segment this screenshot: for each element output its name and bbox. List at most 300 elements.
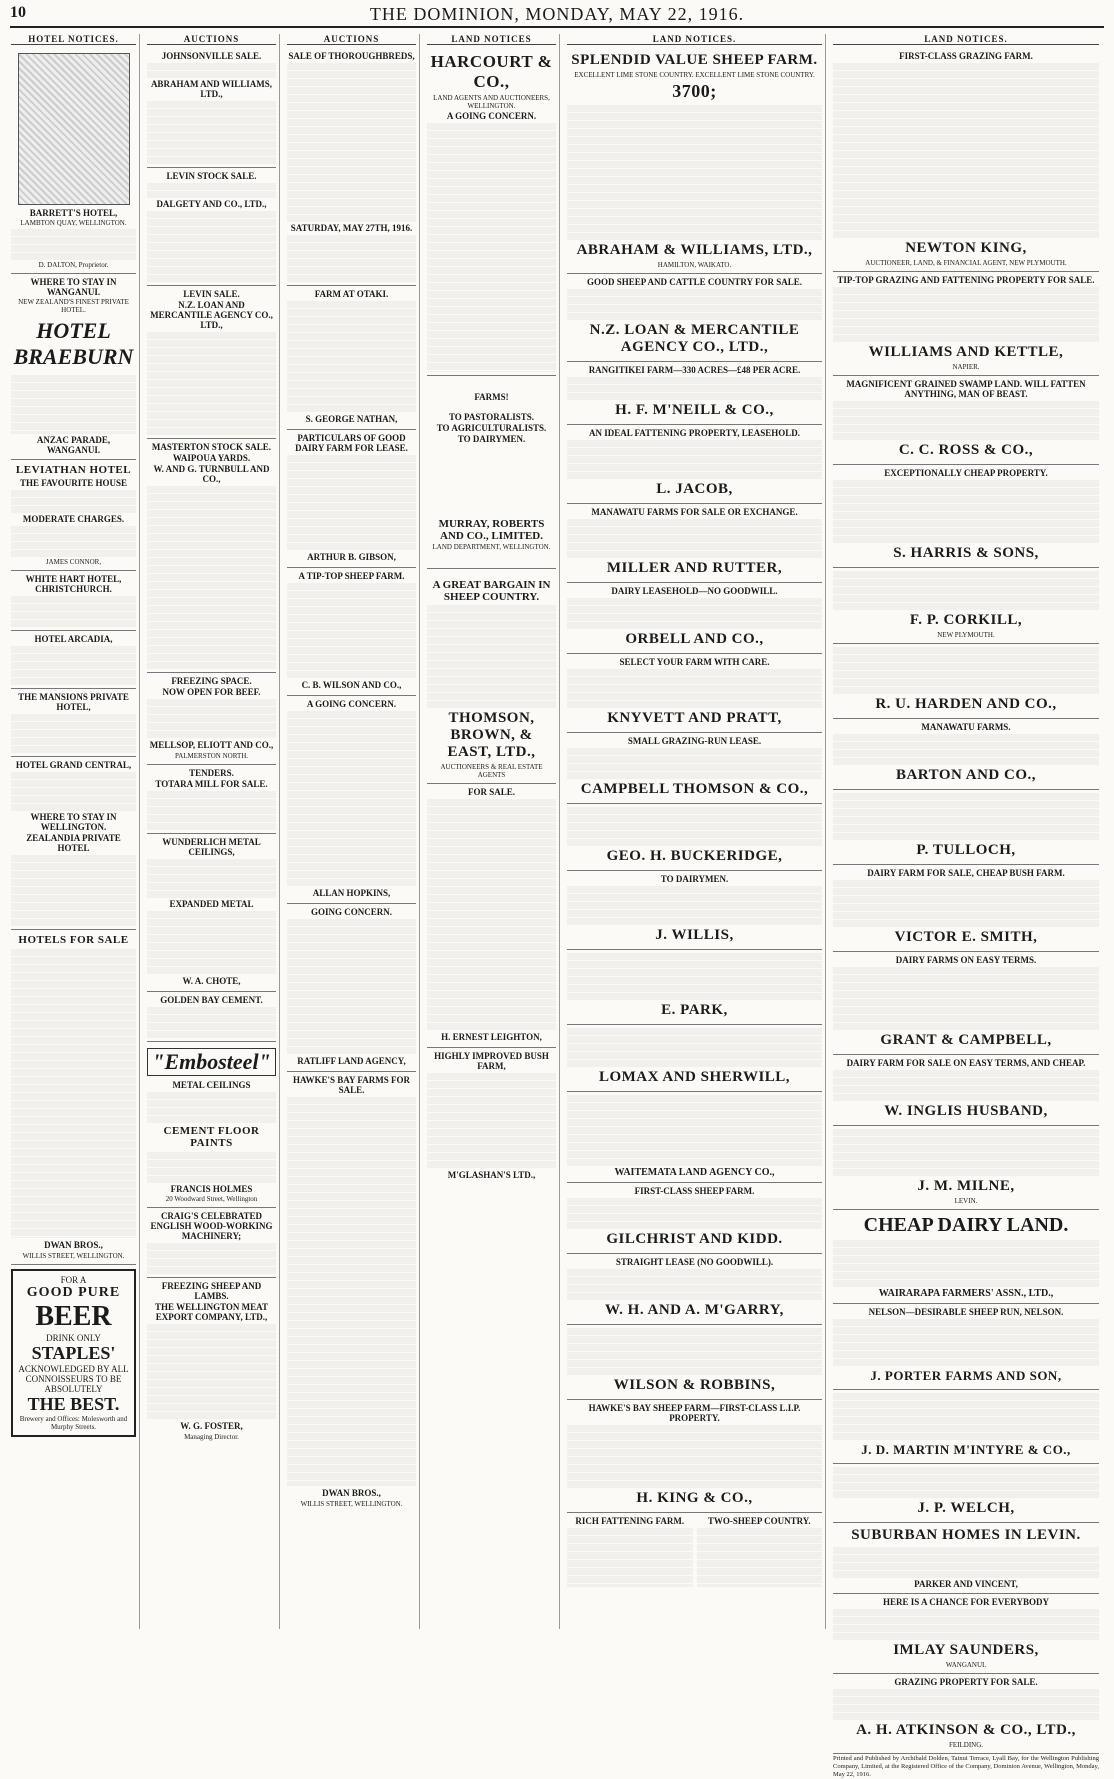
- ad-body: [833, 1608, 1099, 1640]
- ad-agent: NEWTON KING,: [905, 240, 1027, 256]
- ad-body: [11, 374, 136, 434]
- ad-body: [833, 1239, 1099, 1287]
- column-auctions-2: [284, 34, 420, 1629]
- ad-first-class-sheep: [567, 1183, 822, 1254]
- ad-agent: GILCHRIST AND KIDD.: [606, 1231, 783, 1247]
- ad-subtitle: NEW ZEALAND'S FINEST PRIVATE HOTEL.: [18, 298, 129, 314]
- ad-grand-central: [11, 757, 136, 930]
- ad-title: RANGITIKEI FARM—330 ACRES—£48 PER ACRE.: [588, 365, 801, 375]
- ad-going-concern: [287, 696, 416, 904]
- ad-agent: W. AND G. TURNBULL AND CO.,: [153, 464, 270, 484]
- masthead: [10, 4, 1104, 28]
- column-auctions: [144, 34, 280, 1629]
- ad-subtitle: WAIPOUA YARDS.: [172, 453, 251, 463]
- ad-agent: GRANT & CAMPBELL,: [880, 1032, 1052, 1048]
- ad-title: DAIRY FARM FOR SALE, CHEAP BUSH FARM.: [867, 868, 1065, 878]
- ad-body: [147, 1091, 276, 1123]
- ad-agent: J. D. MARTIN M'INTYRE & CO.,: [861, 1442, 1071, 1457]
- ad-lomax: [567, 1025, 822, 1092]
- ad-mcintyre: [833, 1390, 1099, 1464]
- ad-agent: CAMPBELL THOMSON & CO.,: [580, 781, 809, 797]
- ad-body: [567, 376, 822, 400]
- ad-body: [11, 595, 136, 627]
- ad-signature: MELLSOP, ELIOTT AND CO.,: [149, 740, 274, 750]
- ad-body: [833, 1128, 1099, 1176]
- ad-agent: KNYVETT AND PRATT,: [607, 710, 782, 726]
- ad-levin-sale: [147, 286, 276, 439]
- ad-body: [833, 286, 1099, 342]
- ad-ideal-fattening: [567, 425, 822, 504]
- ad-body: [147, 1323, 276, 1419]
- ad-heading: FARMS!: [474, 392, 509, 402]
- ad-subtitle: LAMBTON QUAY, WELLINGTON.: [20, 219, 127, 227]
- ad-logo: "Embosteel": [147, 1048, 276, 1076]
- ad-agent: C. C. ROSS & CO.,: [898, 442, 1034, 458]
- ad-body: [287, 1096, 416, 1486]
- ad-chance: [833, 1594, 1099, 1674]
- ad-agent: DALGETY AND CO., LTD.,: [156, 199, 267, 209]
- ad-body: [11, 854, 136, 926]
- ad-title: WHITE HART HOTEL, CHRISTCHURCH.: [25, 574, 122, 594]
- ad-signature: DWAN BROS.,: [322, 1488, 381, 1498]
- column-land-notices-2: [564, 34, 826, 1629]
- ad-title: A TIP-TOP SHEEP FARM.: [298, 571, 405, 581]
- ad-splendid-sheep: [567, 48, 822, 274]
- ad-title: THE MANSIONS PRIVATE HOTEL,: [18, 692, 129, 712]
- column-heading: LAND NOTICES: [427, 34, 556, 45]
- ad-waitemata: [567, 1092, 822, 1183]
- ad-title: AN IDEAL FATTENING PROPERTY, LEASEHOLD.: [588, 428, 801, 438]
- ad-body: [567, 1527, 693, 1587]
- ad-address: WILLIS STREET, WELLINGTON.: [300, 1500, 403, 1508]
- ad-title: BARRETT'S HOTEL,: [29, 208, 118, 218]
- ad-title: SPLENDID VALUE SHEEP FARM.: [571, 52, 818, 68]
- ad-dairy-cheap: [833, 1055, 1099, 1126]
- column-heading: HOTEL NOTICES.: [11, 34, 136, 45]
- ad-body: [427, 798, 556, 1030]
- ad-body: [147, 698, 276, 738]
- ad-manawatu: [567, 504, 822, 583]
- ad-title: ZEALANDIA PRIVATE HOTEL: [26, 833, 121, 853]
- ad-subtitle: THE FAVOURITE HOUSE: [19, 478, 127, 488]
- ad-agent: MILLER AND RUTTER,: [606, 560, 783, 576]
- ad-dairy-easy: [833, 952, 1099, 1055]
- ad-title: SMALL GRAZING-RUN LEASE.: [627, 736, 762, 746]
- ad-signature: FRANCIS HOLMES: [170, 1184, 253, 1194]
- ad-title: LEVIN SALE.: [183, 289, 240, 299]
- ad-subtitle: AUCTIONEER, LAND, & FINANCIAL AGENT, NEW PLYMOUTH.: [865, 259, 1067, 267]
- ad-body: [567, 104, 822, 240]
- ad-title: SUBURBAN HOMES IN LEVIN.: [851, 1527, 1081, 1543]
- ad-small-grazing: [567, 733, 822, 804]
- ad-heading: TO DAIRYMEN.: [457, 434, 526, 444]
- column-hotel-notices: [8, 34, 140, 1629]
- ad-title: JOHNSONVILLE SALE.: [161, 51, 262, 61]
- ad-title: SALE OF THOROUGHBREDS,: [288, 51, 415, 61]
- ad-address: 20 Woodward Street, Wellington: [165, 1195, 258, 1203]
- ad-title: TIP-TOP GRAZING AND FATTENING PROPERTY FOR SALE.: [837, 275, 1095, 285]
- column-heading: AUCTIONS: [287, 34, 416, 45]
- ad-body: [427, 122, 556, 372]
- ad-body: [567, 518, 822, 558]
- ad-address: LEVIN.: [954, 1197, 978, 1205]
- ad-footer: ANZAC PARADE, WANGANUI.: [36, 435, 111, 455]
- ad-agent: J. P. WELCH,: [917, 1500, 1015, 1516]
- ad-agent: H. KING & CO.,: [636, 1490, 753, 1506]
- ad-body: [427, 445, 556, 517]
- ad-body: [287, 918, 416, 1054]
- ad-signature: ARTHUR B. GIBSON,: [307, 552, 396, 562]
- ad-thoroughbreds: [287, 48, 416, 286]
- ad-agent: L. JACOB,: [656, 481, 733, 497]
- ad-title: HERE IS A CHANCE FOR EVERYBODY: [883, 1597, 1049, 1607]
- ad-agent: W. INGLIS HUSBAND,: [884, 1103, 1048, 1119]
- beer-line2: GOOD PURE: [26, 1285, 121, 1300]
- column-heading: AUCTIONS: [147, 34, 276, 45]
- ad-agent: W. H. AND A. M'GARRY,: [605, 1302, 784, 1318]
- ad-title: WHERE TO STAY IN WANGANUI.: [30, 277, 117, 297]
- ad-body: [567, 806, 822, 846]
- beer-line3: BEER: [35, 1301, 112, 1332]
- ad-exceptional: [833, 465, 1099, 568]
- ad-signature: JAMES CONNOR,: [45, 558, 102, 566]
- ad-agent: GEO. H. BUCKERIDGE,: [606, 848, 783, 864]
- ad-select-farm: [567, 654, 822, 733]
- ad-subtitle: NOW OPEN FOR BEEF.: [162, 687, 261, 697]
- ad-body: [11, 948, 136, 1238]
- ad-body: [11, 525, 136, 557]
- ad-agent: N.Z. LOAN & MERCANTILE AGENCY CO., LTD.,: [589, 322, 800, 355]
- ad-wunderlich: [147, 834, 276, 992]
- ad-body: [833, 792, 1099, 840]
- ad-body: [567, 1027, 822, 1067]
- ad-agent: R. U. HARDEN AND CO.,: [875, 696, 1057, 712]
- ad-title: CHEAP DAIRY LAND.: [863, 1214, 1069, 1236]
- ad-agent: WAITEMATA LAND AGENCY CO.,: [614, 1167, 775, 1178]
- ad-white-hart: [11, 571, 136, 631]
- ad-signature: DWAN BROS.,: [44, 1240, 103, 1250]
- ad-buckeridge: [567, 804, 822, 871]
- ad-leighton: [427, 784, 556, 1048]
- beer-line7: THE BEST.: [27, 1394, 120, 1414]
- ad-body: [833, 1392, 1099, 1440]
- ad-agent: MURRAY, ROBERTS AND CO., LIMITED.: [438, 518, 545, 542]
- ad-title: DAIRY FARMS ON EASY TERMS.: [895, 955, 1037, 965]
- ad-body: [287, 234, 416, 282]
- ad-signature: W. G. FOSTER,: [180, 1421, 243, 1431]
- ad-body: [833, 879, 1099, 927]
- ad-address: LAND DEPARTMENT, WELLINGTON.: [432, 543, 551, 551]
- ad-body: [567, 439, 822, 479]
- ad-body: [833, 646, 1099, 694]
- ad-straight-lease: [567, 1254, 822, 1325]
- ad-title: RICH FATTENING FARM.: [575, 1516, 685, 1526]
- ad-body: [147, 1006, 276, 1038]
- ad-logo: HOTEL BRAEBURN: [13, 318, 134, 369]
- ad-agent: ORBELL AND CO.,: [625, 631, 764, 647]
- ad-agent: THE WELLINGTON MEAT EXPORT COMPANY, LTD.,: [154, 1302, 269, 1322]
- ad-title: PARTICULARS OF GOOD DAIRY FARM FOR LEASE.: [295, 433, 408, 453]
- ad-body: [833, 1318, 1099, 1366]
- ad-body: [11, 771, 136, 811]
- ad-subtitle: AUCTIONEERS & REAL ESTATE AGENTS: [440, 763, 543, 779]
- ad-address: HAMILTON, WAIKATO.: [657, 261, 732, 269]
- ad-braeburn: [11, 274, 136, 460]
- ad-address: WANGANUI.: [945, 1661, 987, 1669]
- ad-wilson-robbins: [567, 1325, 822, 1400]
- ad-arcadia: [11, 631, 136, 689]
- ad-agent: IMLAY SAUNDERS,: [893, 1642, 1039, 1658]
- ad-milne: [833, 1126, 1099, 1210]
- ad-title: MANAWATU FARMS.: [921, 722, 1011, 732]
- ad-embosteel: [147, 1042, 276, 1208]
- ad-hawkes-bay-farms: [287, 1072, 416, 1512]
- ad-farm-otaki: [287, 286, 416, 430]
- ad-title: DAIRY FARM FOR SALE ON EASY TERMS, AND CHEAP.: [846, 1058, 1086, 1068]
- ad-title: TO DAIRYMEN.: [660, 874, 729, 884]
- ad-agent: PARKER AND VINCENT,: [914, 1579, 1018, 1589]
- ad-grazing-property: [833, 1674, 1099, 1754]
- ad-dairy-leasehold: [567, 583, 822, 654]
- ad-body: [567, 1268, 822, 1300]
- ad-agent: F. P. CORKILL,: [909, 612, 1023, 628]
- ad-agent: N.Z. LOAN AND MERCANTILE AGENCY CO., LTD.,: [150, 300, 273, 330]
- beer-line5: STAPLES': [31, 1343, 116, 1363]
- ad-body: [11, 645, 136, 685]
- ad-body: [833, 1688, 1099, 1720]
- beer-line1: FOR A: [60, 1275, 87, 1285]
- ad-title: MASTERTON STOCK SALE.: [151, 442, 272, 452]
- ad-title: HOTEL GRAND CENTRAL,: [15, 760, 132, 770]
- ad-signature: ALLAN HOPKINS,: [312, 888, 391, 898]
- ad-agent: ABRAHAM AND WILLIAMS, LTD.,: [150, 79, 273, 99]
- ad-signature: RATLIFF LAND AGENCY,: [297, 1056, 406, 1066]
- ad-signature: S. GEORGE NATHAN,: [305, 414, 398, 424]
- ad-body: [11, 228, 136, 260]
- ad-body: [833, 733, 1099, 765]
- ad-good-sheep: [567, 274, 822, 362]
- ad-body: [567, 747, 822, 779]
- ad-body: [567, 885, 822, 925]
- ad-body: [147, 210, 276, 282]
- ad-body: [567, 668, 822, 708]
- ad-address: WILLIS STREET, WELLINGTON.: [22, 1252, 125, 1260]
- ad-agent: ABRAHAM & WILLIAMS, LTD.,: [576, 242, 813, 258]
- ad-leviathan: [11, 460, 136, 571]
- ad-body: [11, 713, 136, 753]
- ad-subtitle: MODERATE CHARGES.: [22, 514, 125, 524]
- ad-welch: [833, 1464, 1099, 1523]
- ad-to-dairymen: [567, 871, 822, 950]
- ad-barretts: [11, 48, 136, 274]
- beer-line4: DRINK ONLY: [46, 1333, 101, 1343]
- ad-title: EXCEPTIONALLY CHEAP PROPERTY.: [884, 468, 1048, 478]
- ad-agent: LOMAX AND SHERWILL,: [598, 1069, 791, 1085]
- ad-tulloch: [833, 790, 1099, 865]
- ad-body: [147, 182, 276, 198]
- ad-agent: P. TULLOCH,: [916, 842, 1016, 858]
- ad-body: [427, 604, 556, 708]
- ad-body: [833, 1466, 1099, 1498]
- ad-harcourt: [427, 48, 556, 376]
- ad-agent: J. WILLIS,: [655, 927, 734, 943]
- ad-title: CRAIG'S CELEBRATED ENGLISH WOOD-WORKING MACHINERY;: [150, 1211, 273, 1241]
- ad-subtitle: METAL CEILINGS: [172, 1080, 251, 1090]
- hotel-illustration: [18, 53, 130, 205]
- ad-agent: A. H. ATKINSON & CO., LTD.,: [856, 1722, 1076, 1738]
- ad-body: [147, 100, 276, 164]
- ad-agent: BARTON AND CO.,: [895, 767, 1037, 783]
- ad-nelson: [833, 1304, 1099, 1390]
- ad-rich-left: [567, 1515, 693, 1587]
- ad-title: SELECT YOUR FARM WITH CARE.: [619, 657, 770, 667]
- ad-title: GOOD SHEEP AND CATTLE COUNTRY FOR SALE.: [587, 277, 802, 287]
- ad-body: [567, 1094, 822, 1166]
- ad-body: [287, 582, 416, 678]
- column-heading: LAND NOTICES.: [567, 34, 822, 45]
- ad-body: [697, 1527, 823, 1587]
- ad-title: HARCOURT & CO.,: [430, 52, 553, 91]
- ad-body: [147, 62, 276, 78]
- ad-tiptop-sheep: [287, 568, 416, 696]
- ad-title: GOING CONCERN.: [310, 907, 392, 917]
- ad-agent: WAIRARAPA FARMERS' ASSN., LTD.,: [878, 1288, 1054, 1299]
- ad-address: PALMERSTON NORTH.: [174, 752, 249, 760]
- ad-title: FIRST-CLASS SHEEP FARM.: [634, 1186, 755, 1196]
- ad-title: FARM AT OTAKI.: [314, 289, 389, 299]
- ad-johnsonville: [147, 48, 276, 168]
- ad-dairy-farm-sale: [833, 865, 1099, 952]
- ad-body: [833, 62, 1099, 238]
- ad-body: [833, 1069, 1099, 1101]
- ad-subtitle: EXCELLENT LIME STONE COUNTRY. EXCELLENT LIME STONE COUNTRY.: [574, 71, 815, 79]
- ad-title: HIGHLY IMPROVED BUSH FARM,: [434, 1051, 549, 1071]
- ad-body: [147, 1242, 276, 1274]
- ad-body: [147, 331, 276, 435]
- ad-body: [147, 910, 276, 974]
- ad-body: [567, 597, 822, 629]
- ad-body: [147, 1151, 276, 1183]
- ad-tenders: [147, 765, 276, 834]
- ad-body: [567, 1424, 822, 1488]
- ad-body: [567, 1327, 822, 1375]
- beer-line8: Brewery and Offices: Molesworth and Murphy Streets.: [19, 1415, 128, 1431]
- ad-subtitle: LAND AGENTS AND AUCTIONEERS, WELLINGTON.: [433, 94, 550, 110]
- ad-body: [147, 858, 276, 898]
- ad-body: [567, 288, 822, 320]
- ad-acreage: 3700;: [672, 81, 717, 101]
- ad-mansions: [11, 689, 136, 757]
- ad-agent: WILLIAMS AND KETTLE,: [868, 344, 1064, 360]
- ad-subtitle: WHERE TO STAY IN WELLINGTON.: [30, 812, 117, 832]
- ad-agent: H. F. M'NEILL & CO.,: [615, 402, 774, 418]
- ad-body: [287, 62, 416, 222]
- ad-title: FREEZING SPACE.: [171, 676, 252, 686]
- ad-title: STRAIGHT LEASE (NO GOODWILL).: [615, 1257, 774, 1267]
- ad-golden-bay: [147, 992, 276, 1042]
- ad-title: GRAZING PROPERTY FOR SALE.: [894, 1677, 1038, 1687]
- ad-title: DAIRY LEASEHOLD—NO GOODWILL.: [611, 586, 778, 596]
- ad-title: HAWKE'S BAY FARMS FOR SALE.: [293, 1075, 410, 1095]
- ad-title: TWO-SHEEP COUNTRY.: [707, 1516, 811, 1526]
- ad-address: FEILDING.: [948, 1741, 984, 1749]
- ad-mglashan: [427, 1048, 556, 1185]
- ad-corkill: [833, 568, 1099, 644]
- ad-address: NAPIER.: [952, 363, 980, 371]
- ad-hotels-sale: [11, 930, 136, 1265]
- ad-rich-right: [697, 1515, 823, 1587]
- ad-title: LEVIN STOCK SALE.: [166, 171, 257, 181]
- ad-first-class-grazing: [833, 48, 1099, 272]
- ad-body: [287, 710, 416, 886]
- ad-body: [287, 454, 416, 550]
- ad-title: MAGNIFICENT GRAINED SWAMP LAND. WILL FATTEN ANYTHING, MAN OF BEAST.: [846, 379, 1086, 399]
- ad-heading: TO AGRICULTURALISTS.: [436, 423, 547, 433]
- ad-craig: [147, 1208, 276, 1278]
- ad-signature: M'GLASHAN'S LTD.,: [447, 1170, 536, 1180]
- ad-agent: VICTOR E. SMITH,: [894, 929, 1038, 945]
- ad-rich-fattening: [567, 1513, 822, 1590]
- ad-suburban: [833, 1523, 1099, 1594]
- ad-freezing-space: [147, 673, 276, 765]
- ad-signature-role: Managing Director.: [184, 1433, 239, 1441]
- ad-address: NEW PLYMOUTH.: [937, 631, 995, 639]
- ad-thomson-brown: [427, 569, 556, 784]
- ad-park: [567, 950, 822, 1025]
- ad-murray-roberts: [427, 376, 556, 569]
- ad-tiptop-grazing: [833, 272, 1099, 376]
- columns: [8, 34, 1106, 1778]
- ad-title: FIRST-CLASS GRAZING FARM.: [899, 51, 1033, 61]
- ad-agent: WILSON & ROBBINS,: [613, 1377, 776, 1393]
- ad-signature: W. A. CHOTE,: [182, 976, 241, 986]
- ad-body: [567, 1197, 822, 1229]
- ad-manawatu-farms: [833, 719, 1099, 790]
- ad-title: FREEZING SHEEP AND LAMBS.: [161, 1281, 262, 1301]
- ad-subtitle: SATURDAY, MAY 27TH, 1916.: [290, 223, 413, 233]
- ad-body: [147, 485, 276, 669]
- beer-line6: ACKNOWLEDGED BY ALL CONNOISSEURS TO BE ABSOLUTELY: [18, 1364, 129, 1394]
- ad-signature: C. B. WILSON AND CO.,: [301, 680, 402, 690]
- ad-rangitikei: [567, 362, 822, 425]
- ad-masterton: [147, 439, 276, 673]
- ad-title: NELSON—DESIRABLE SHEEP RUN, NELSON.: [868, 1307, 1064, 1317]
- ad-body: [833, 400, 1099, 440]
- ad-agent: E. PARK,: [661, 1002, 728, 1018]
- ad-body: [11, 489, 136, 513]
- ad-cement: CEMENT FLOOR PAINTS: [163, 1125, 260, 1149]
- column-land-notices-3: [830, 34, 1102, 1778]
- ad-title: HOTELS FOR SALE: [18, 934, 129, 946]
- ad-subtitle: EXPANDED METAL: [169, 899, 254, 909]
- column-heading: LAND NOTICES.: [833, 34, 1099, 45]
- ad-magnificent: [833, 376, 1099, 465]
- printer-imprint: Printed and Published by Archibald Dolden, Tainui Terrace, Lyall Bay, for the Wellington Publishing Company, Limited, at the Registered Office of the Company, Dominion Avenue, Wellington, Monday, May 22, 1916.: [833, 1755, 1099, 1778]
- ad-title: FOR SALE.: [467, 787, 515, 797]
- ad-hawkes-bay: [567, 1400, 822, 1513]
- ad-subtitle: A GOING CONCERN.: [446, 111, 537, 121]
- ad-body: [833, 479, 1099, 543]
- ad-body: [147, 790, 276, 830]
- ad-meat-export: [147, 1278, 276, 1445]
- ad-body: [833, 966, 1099, 1030]
- ad-title: A GOING CONCERN.: [306, 699, 397, 709]
- ad-title: MANAWATU FARMS FOR SALE OR EXCHANGE.: [591, 507, 798, 517]
- ad-subtitle: TOTARA MILL FOR SALE.: [155, 779, 268, 789]
- ad-cheap-dairy: [833, 1210, 1099, 1304]
- ad-harden: [833, 644, 1099, 719]
- ad-body: [287, 300, 416, 412]
